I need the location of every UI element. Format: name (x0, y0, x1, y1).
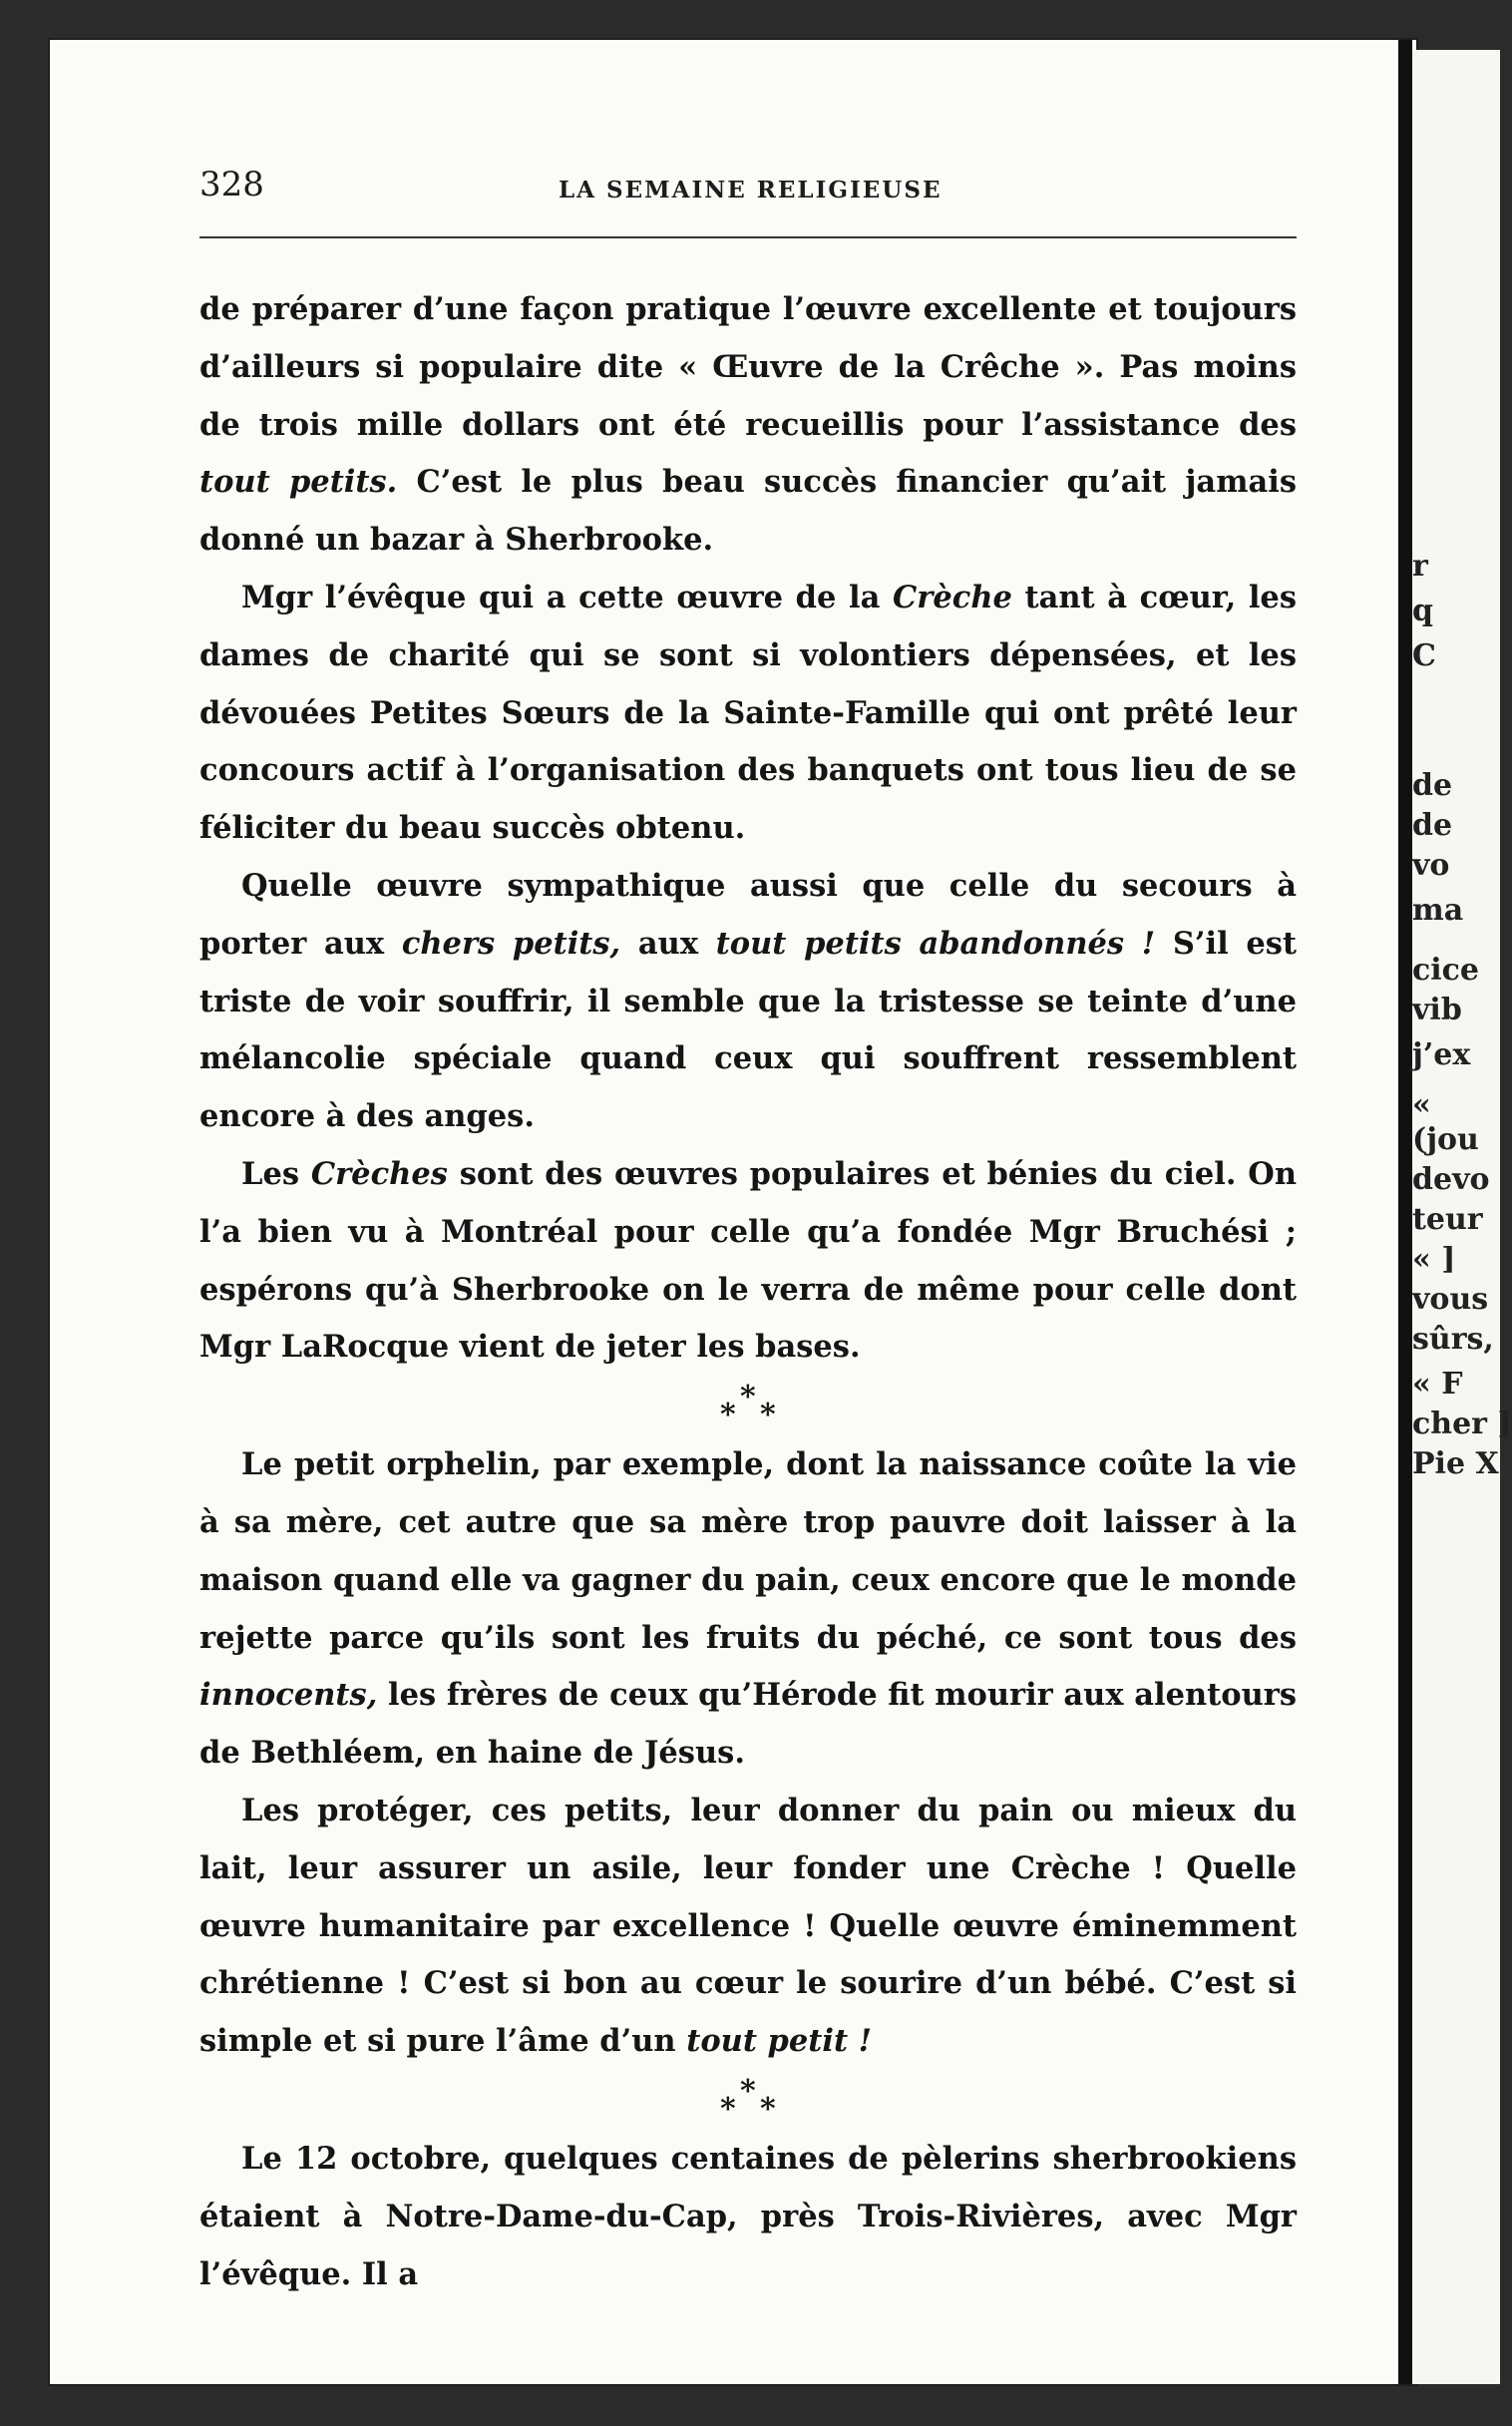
asterism-separator (199, 2071, 1297, 2131)
italic-text: tout petit ! (686, 2023, 873, 2060)
facing-page-fragment: de (1412, 808, 1453, 843)
facing-page-fragment: q (1412, 594, 1433, 628)
paragraph (199, 2131, 1297, 2303)
facing-page-fragment: « ] (1412, 1242, 1456, 1277)
facing-page-fragment: vib (1412, 993, 1462, 1027)
text-run: Quelle œuvre sympathique aussi que celle du secours à porter aux (199, 867, 1297, 962)
asterism-star: * (720, 1398, 736, 1433)
facing-page-fragment: cice (1412, 953, 1480, 988)
body-text (199, 281, 1297, 2303)
book-gutter (1398, 40, 1412, 2384)
italic-text: chers petits, (401, 925, 621, 962)
paragraph (199, 281, 1297, 570)
facing-page-fragment: « F (1412, 1367, 1463, 1402)
page-header (199, 165, 1297, 214)
facing-page (1412, 50, 1512, 2384)
paragraph (199, 1436, 1297, 1783)
paragraph (199, 1783, 1297, 2071)
facing-page-fragment: C (1412, 638, 1436, 673)
paragraph (199, 1146, 1297, 1377)
italic-text: tout petits. (199, 464, 398, 501)
asterism-star: * (740, 1380, 756, 1415)
text-run: Le petit orphelin, par exemple, dont la naissance coûte la vie à sa mère, cet autre que sa mère trop pauvre doit laisser à la maison quand elle va gagner du pain, ceux encore que le monde rejette parce qu’ils sont les fruits du péché, ce sont tous des (199, 1446, 1297, 1656)
italic-text: innocents, (199, 1677, 378, 1714)
running-title: LA SEMAINE RELIGIEUSE (559, 177, 943, 203)
paragraph (199, 570, 1297, 858)
page-number: 328 (199, 165, 264, 204)
asterism-star: * (760, 2091, 776, 2127)
facing-page-fragment: teur (1412, 1202, 1483, 1237)
italic-text: Crèche (893, 579, 1012, 615)
facing-page-fragment: r (1412, 549, 1428, 584)
facing-page-fragment: j’ex (1412, 1037, 1471, 1072)
text-run: les frères de ceux qu’Hérode fit mourir aux alentours de Bethléem, en haine de Jésus. (199, 1677, 1297, 1772)
facing-page-fragment: de (1412, 768, 1453, 803)
text-run: Les (241, 1155, 311, 1192)
facing-page-fragment: devo (1412, 1162, 1490, 1197)
text-run: Mgr l’évêque qui a cette œuvre de la (241, 579, 893, 615)
facing-page-fragment: Pie X (1412, 1446, 1499, 1481)
italic-text: Crèches (310, 1155, 448, 1192)
facing-page-fragment: (jou (1412, 1122, 1479, 1157)
text-run: Les protéger, ces petits, leur donner du pain ou mieux du lait, leur assurer un asile, leur fonder une Crèche ! Quelle œuvre humanitaire par excellence ! Quelle œuvre éminemment chrétienne ! C’est si bon au cœur le sourire d’un bébé. C’est si simple et si pure l’âme d’un (199, 1792, 1297, 2060)
facing-page-fragment: « (1412, 1087, 1431, 1122)
facing-page-fragment: sûrs, (1412, 1322, 1494, 1357)
text-run: S’il est triste de voir souffrir, il semble que la tristesse se teinte d’une mélancolie spéciale quand ceux qui souffrent ressemblent encore à des anges. (199, 925, 1298, 1135)
header-rule (199, 236, 1297, 238)
paragraph (199, 858, 1297, 1146)
text-run: C’est le plus beau succès financier qu’ait jamais donné un bazar à Sherbrooke. (199, 464, 1297, 559)
asterism-separator (199, 1377, 1297, 1436)
text-run: tant à cœur, les dames de charité qui se sont si volontiers dépensées, et les dévouées Petites Sœurs de la Sainte-Famille qui ont prêté leur concours actif à l’organisation des banquets ont tous lieu de se féliciter du beau succès obtenu. (199, 579, 1297, 847)
facing-page-fragment: vous (1412, 1282, 1489, 1317)
facing-page-fragment: vo (1412, 848, 1450, 883)
facing-page-fragment: ma (1412, 893, 1464, 928)
italic-text: tout petits abandonnés ! (715, 925, 1156, 962)
text-run: sont des œuvres populaires et bénies du ciel. On l’a bien vu à Montréal pour celle qu’a fondée Mgr Bruchési ; espérons qu’à Sherbrooke on le verra de même pour celle dont Mgr LaRocque vient de jeter les bases. (199, 1155, 1298, 1366)
asterism-star: * (720, 2091, 736, 2127)
text-run: aux (620, 925, 716, 962)
asterism-star: * (740, 2073, 756, 2109)
text-run: Le 12 octobre, quelques centaines de pèlerins sherbrookiens étaient à Notre-Dame-du-Cap, près Trois-Rivières, avec Mgr l’évêque. Il a (199, 2140, 1297, 2292)
asterism-star: * (760, 1398, 776, 1433)
text-run: de préparer d’une façon pratique l’œuvre excellente et toujours d’ailleurs si populaire dite « Œuvre de la Crêche ». Pas moins de trois mille dollars ont été recueillis pour l’assistance des (199, 291, 1297, 443)
facing-page-fragment: cher ] (1412, 1407, 1512, 1441)
